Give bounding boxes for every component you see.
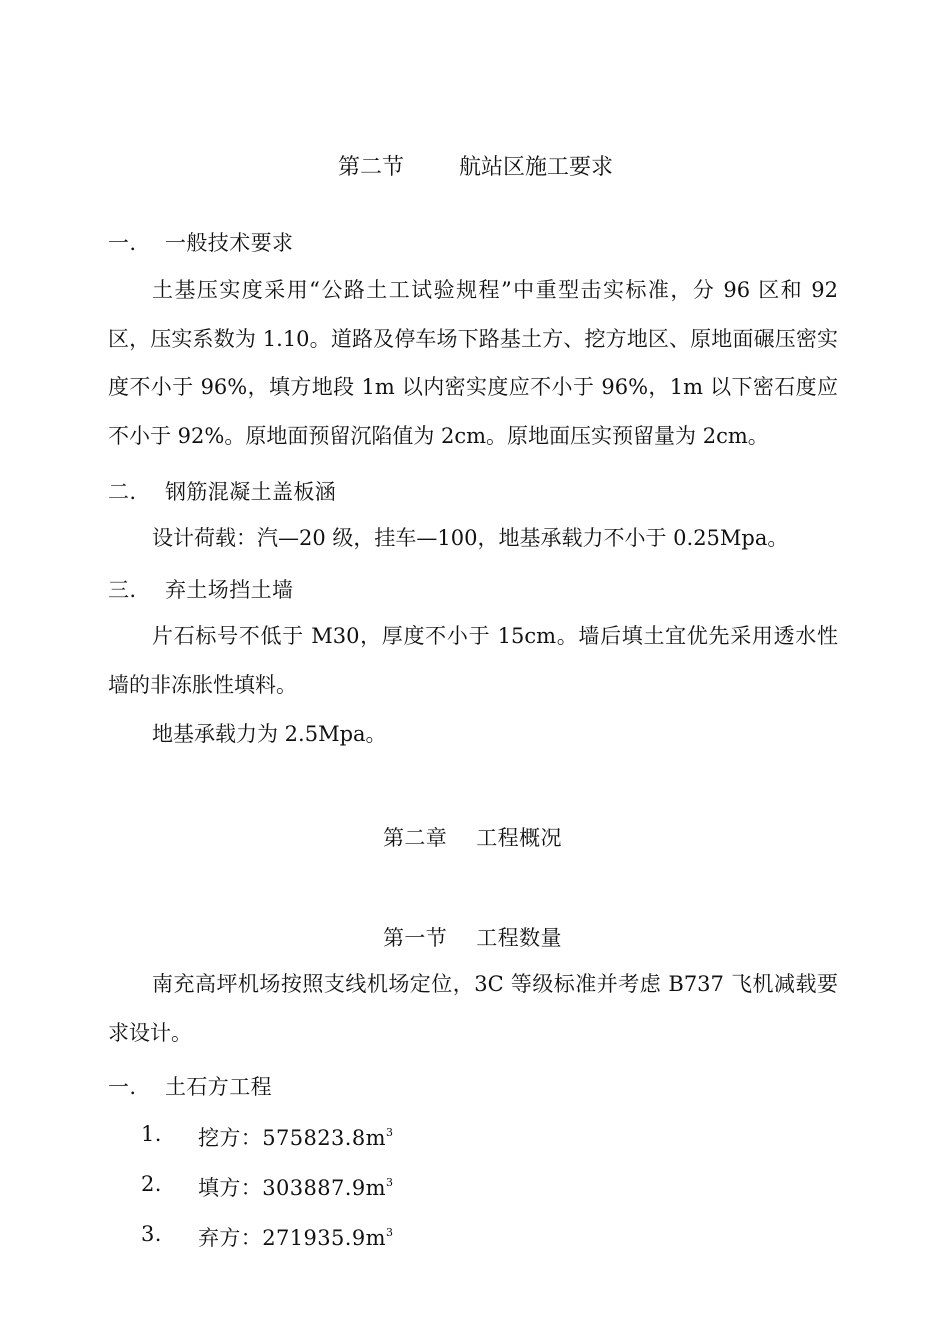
heading-retaining-wall xyxy=(108,574,294,604)
subsection-name: 工程数量 xyxy=(476,926,562,950)
paragraph-design-load: 设计荷载：汽—20 级，挂车—100，地基承载力不小于 0.25Mpa。 xyxy=(152,526,789,550)
item-value: 303887.9 xyxy=(262,1176,366,1200)
unit: m xyxy=(365,1226,386,1250)
heading-number: 一. xyxy=(108,231,137,255)
list-item-excavation xyxy=(141,1122,394,1150)
item-label: 挖方： xyxy=(198,1126,263,1150)
heading-text: 钢筋混凝土盖板涵 xyxy=(165,480,337,504)
unit-exponent: 3 xyxy=(385,1126,394,1139)
paragraph-stone-grade: 片石标号不低于 M30，厚度不小于 15cm。墙后填土宜优先采用透水性墙的非冻胀性填料。 xyxy=(108,624,838,697)
heading-text: 土石方工程 xyxy=(165,1075,272,1099)
section-name: 航站区施工要求 xyxy=(459,155,614,180)
subsection-number: 第一节 xyxy=(383,926,448,950)
paragraph-compaction: 土基压实度采用“公路土工试验规程”中重型击实标准，分 96 区和 92 区，压实系数为 1.10。道路及停车场下路基土方、挖方地区、原地面碾压密实度不小于 96%，填方地段 1m 以内密实度应不小于 96%，1m 以下密石度应不小于 92%。原地面预留沉陷值为 2cm。原地面压实预留量为 2cm。 xyxy=(108,278,838,448)
heading-number: 二. xyxy=(108,480,137,504)
unit: m xyxy=(365,1176,386,1200)
section-title xyxy=(338,150,613,181)
heading-text: 一般技术要求 xyxy=(165,231,294,255)
heading-general xyxy=(108,227,294,257)
chapter-title xyxy=(383,822,562,852)
chapter-name: 工程概况 xyxy=(476,826,562,850)
subsection-title xyxy=(383,922,562,952)
item-value: 575823.8 xyxy=(262,1126,366,1150)
list-item-fill xyxy=(141,1172,394,1200)
item-value: 271935.9 xyxy=(262,1226,366,1250)
item-label: 填方： xyxy=(198,1176,263,1200)
unit: m xyxy=(365,1126,386,1150)
heading-culvert xyxy=(108,476,337,506)
item-number: 3. xyxy=(141,1222,162,1246)
section-number: 第二节 xyxy=(338,155,405,180)
paragraph-bearing-capacity: 地基承载力为 2.5Mpa。 xyxy=(152,722,387,746)
heading-number: 三. xyxy=(108,578,137,602)
heading-earthwork xyxy=(108,1071,272,1101)
item-number: 1. xyxy=(141,1122,162,1146)
chapter-number: 第二章 xyxy=(383,826,448,850)
unit-exponent: 3 xyxy=(385,1226,394,1239)
unit-exponent: 3 xyxy=(385,1176,394,1189)
list-item-spoil xyxy=(141,1222,394,1250)
heading-text: 弃土场挡土墙 xyxy=(165,578,294,602)
item-label: 弃方： xyxy=(198,1226,263,1250)
heading-number: 一. xyxy=(108,1075,137,1099)
paragraph-airport-positioning: 南充高坪机场按照支线机场定位，3C 等级标准并考虑 B737 飞机减载要求设计。 xyxy=(108,972,838,1045)
item-number: 2. xyxy=(141,1172,162,1196)
